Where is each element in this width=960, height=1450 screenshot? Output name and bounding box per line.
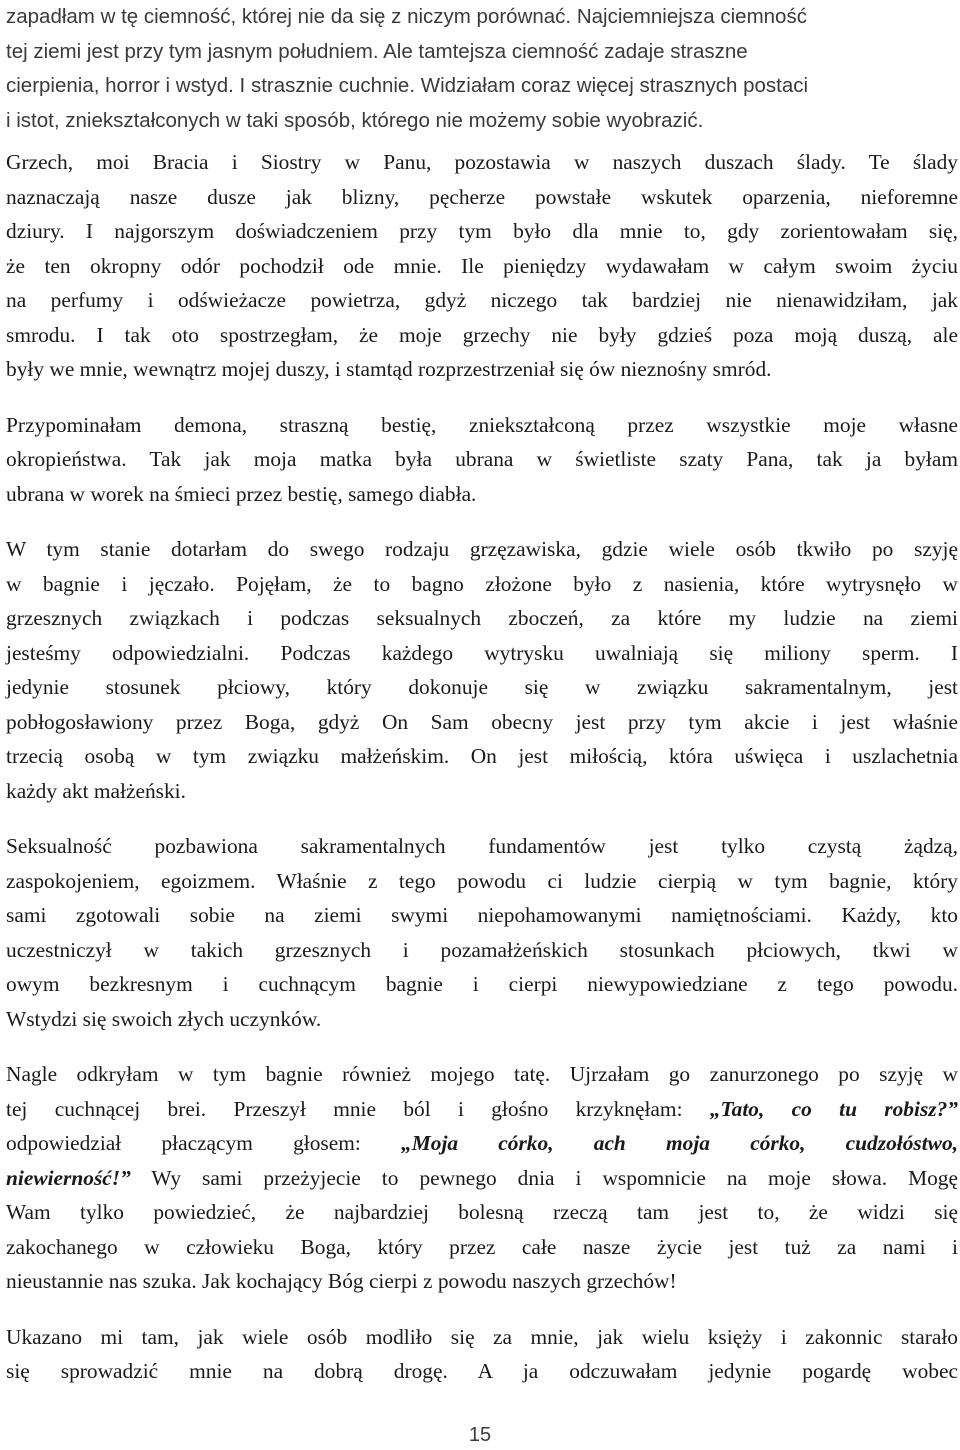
text-line: i istot, zniekształconych w taki sposób, którego nie możemy sobie wyobrazić.: [6, 108, 704, 132]
text-line: Wstydzi się swoich złych uczynków.: [6, 1006, 322, 1031]
paragraph-bagno: [6, 532, 958, 808]
text-line: uczestniczył w takich grzesznych i pozamałżeńskich stosunkach płciowych, tkwi w: [6, 937, 958, 962]
text-line: tej ziemi jest przy tym jasnym południem. Ale tamtejsza ciemność zadaje straszne: [6, 39, 748, 63]
paragraph-tata: [6, 1057, 958, 1299]
text-line: ubrana w worek na śmieci przez bestię, samego diabła.: [6, 481, 477, 506]
text-run: Wy sami przeżyjecie to pewnego dnia i wspomnicie na moje słowa. Mogę: [130, 1165, 958, 1190]
paragraph-grzech: [6, 145, 958, 387]
text-line: zapadłam w tę ciemność, której nie da się z niczym porównać. Najciemniejsza ciemność: [6, 5, 807, 28]
intro-paragraph: [6, 0, 958, 138]
text-line: zakochanego w człowieku Boga, który przez całe nasze życie jest tuż za nami i: [6, 1234, 958, 1259]
text-line: trzecią osobą w tym związku małżeńskim. On jest miłością, która uświęca i uszlachetnia: [6, 744, 958, 768]
text-line: Grzech, moi Bracia i Siostry w Panu, pozostawia w naszych duszach ślady. Te ślady: [6, 150, 958, 174]
text-line: pobłogosławiony przez Boga, gdyż On Sam obecny jest przy tym akcie i jest właśnie: [6, 709, 958, 734]
text-line: owym bezkresnym i cuchnącym bagnie i cierpi niewypowiedziane z tego powodu.: [6, 972, 958, 996]
paragraph-demon: [6, 408, 958, 512]
text-line: W tym stanie dotarłam do swego rodzaju grzęzawiska, gdzie wiele osób tkwiło po szyję: [6, 537, 958, 561]
text-line: Przypominałam demona, straszną bestię, zniekształconą przez wszystkie moje własne: [6, 412, 958, 437]
paragraph-modlitwa: [6, 1320, 958, 1389]
text-line: Wam tylko powiedzieć, że najbardziej bolesną rzeczą tam jest to, że widzi się: [6, 1200, 958, 1224]
text-line: jedynie stosunek płciowy, który dokonuje się w związku sakramentalnym, jest: [6, 675, 958, 699]
quote-father-answer: „Moja córko, ach moja córko, cudzołóstwo,: [401, 1131, 958, 1155]
page-number: 15: [468, 1424, 492, 1446]
text-line: że ten okropny odór pochodził ode mnie. Ile pieniędzy wydawałam w całym swoim życiu: [6, 253, 958, 278]
text-line: smrodu. I tak oto spostrzegłam, że moje grzechy nie były gdzieś poza moją duszą, ale: [6, 322, 958, 347]
paragraph-seksualnosc: [6, 829, 958, 1036]
text-line: okropieństwa. Tak jak moja matka była ubrana w świetliste szaty Pana, tak ja byłam: [6, 447, 958, 471]
text-line: [6, 1161, 958, 1196]
text-run: odpowiedział płaczącym głosem:: [6, 1131, 402, 1155]
text-line: Ukazano mi tam, jak wiele osób modliło się za mnie, jak wielu księży i zakonnic starało: [6, 1324, 958, 1349]
text-line: Nagle odkryłam w tym bagnie również mojego tatę. Ujrzałam go zanurzonego po szyję w: [6, 1062, 958, 1086]
text-line: naznaczają nasze dusze jak blizny, pęcherze powstałe wskutek oparzenia, nieforemne: [6, 184, 958, 209]
text-line: każdy akt małżeński.: [6, 778, 186, 803]
text-line: sami zgotowali sobie na ziemi swymi niepohamowanymi namiętnościami. Każdy, kto: [6, 903, 958, 927]
text-line: jesteśmy odpowiedzialni. Podczas każdego wytrysku uwalniają się miliony sperm. I: [6, 640, 958, 665]
text-line: Seksualność pozbawiona sakramentalnych fundamentów jest tylko czystą żądzą,: [6, 834, 958, 858]
text-line: grzesznych związkach i podczas seksualnych zboczeń, za które my ludzie na ziemi: [6, 606, 958, 630]
text-line: były we mnie, wewnątrz mojej duszy, i stamtąd rozprzestrzeniał się ów nieznośny smród.: [6, 357, 772, 381]
text-line: się sprowadzić mnie na dobrą drogę. A ja odczuwałam jedynie pogardę wobec: [6, 1359, 958, 1383]
text-line: [6, 1092, 958, 1127]
text-line: w bagnie i jęczało. Pojęłam, że to bagno złożone było z nasienia, które wytrysnęło w: [6, 571, 958, 596]
text-line: [6, 1126, 958, 1161]
quote-father-answer-end: niewierność!”: [6, 1165, 131, 1190]
text-line: na perfumy i odświeżacze powietrza, gdyż niczego tak bardziej nie nienawidziłam, jak: [6, 288, 958, 312]
text-run: tej cuchnącej brei. Przeszył mnie ból i głośno krzyknęłam:: [6, 1096, 710, 1121]
text-line: cierpienia, horror i wstyd. I strasznie cuchnie. Widziałam coraz więcej strasznych postaci: [6, 74, 809, 97]
quote-father-question: „Tato, co tu robisz?”: [709, 1096, 958, 1121]
document-page: [6, 0, 958, 1389]
text-line: dziury. I najgorszym doświadczeniem przy tym było dla mnie to, gdy zorientowałam się,: [6, 219, 958, 243]
text-line: zaspokojeniem, egoizmem. Właśnie z tego powodu ci ludzie cierpią w tym bagnie, który: [6, 868, 958, 893]
text-line: nieustannie nas szuka. Jak kochający Bóg cierpi z powodu naszych grzechów!: [6, 1269, 677, 1293]
